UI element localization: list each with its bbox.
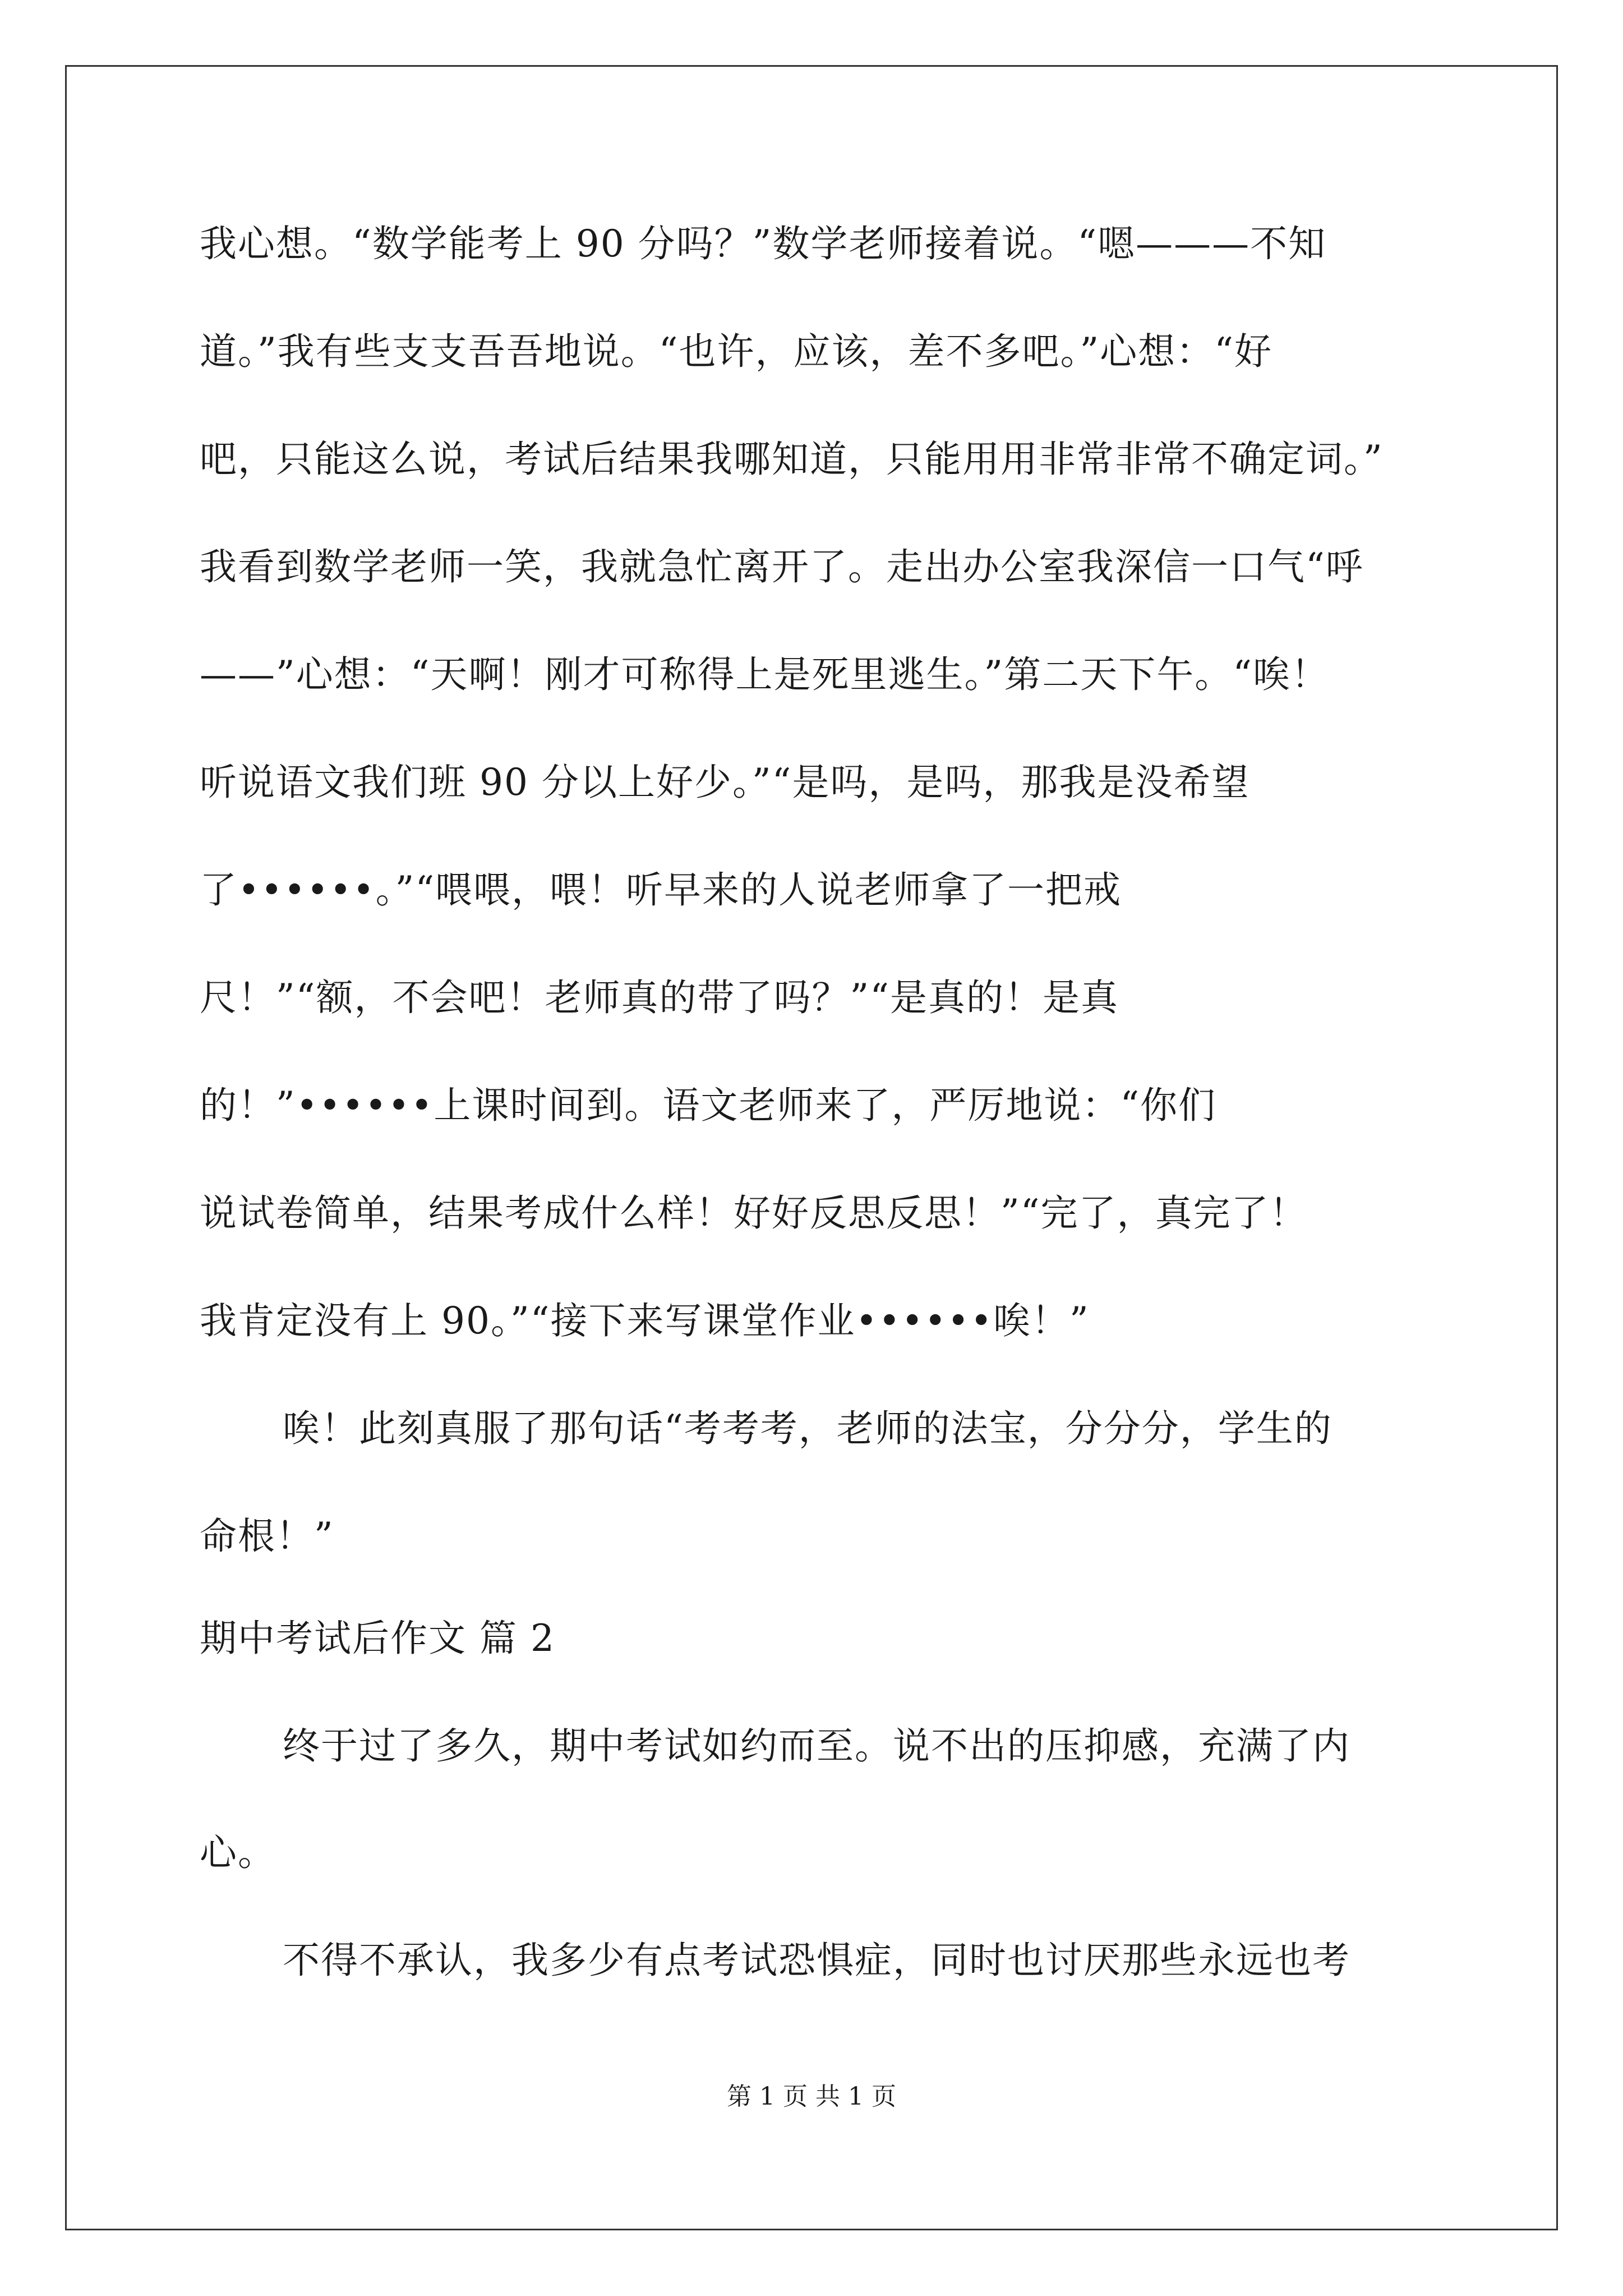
text-line: 尺！”“额，不会吧！老师真的带了吗？”“是真的！是真	[200, 976, 1119, 1019]
page-border	[65, 65, 1558, 2230]
text-line: 我看到数学老师一笑，我就急忙离开了。走出办公室我深信一口气“呼	[200, 545, 1364, 588]
text-line: 心。	[200, 1831, 276, 1874]
text-line: 道。”我有些支支吾吾地说。“也许，应该，差不多吧。”心想：“好	[200, 330, 1272, 373]
text-line: 说试卷简单，结果考成什么样！好好反思反思！”“完了，真完了！	[200, 1191, 1308, 1235]
text-line: 我肯定没有上 90。”“接下来写课堂作业••••••唉！”	[200, 1299, 1090, 1342]
text-line: 了••••••。”“喂喂，喂！听早来的人说老师拿了一把戒	[200, 868, 1122, 912]
paragraph-first-line: 不得不承认，我多少有点考试恐惧症，同时也讨厌那些永远也考	[283, 1939, 1350, 1982]
paragraph-first-line: 唉！此刻真服了那句话“考考考，老师的法宝，分分分，学生的	[283, 1407, 1332, 1450]
paragraph-first-line: 终于过了多久，期中考试如约而至。说不出的压抑感，充满了内	[283, 1724, 1350, 1768]
text-line: ——”心想：“天啊！刚才可称得上是死里逃生。”第二天下午。“唉！	[200, 653, 1329, 696]
text-line: 命根！”	[200, 1515, 334, 1558]
text-line: 的！”••••••上课时间到。语文老师来了，严厉地说：“你们	[200, 1084, 1217, 1127]
section-heading: 期中考试后作文 篇 2	[200, 1617, 555, 1660]
text-line: 吧，只能这么说，考试后结果我哪知道，只能用用非常非常不确定词。”	[200, 438, 1384, 481]
text-line: 我心想。“数学能考上 90 分吗？”数学老师接着说。“嗯———不知	[200, 222, 1327, 265]
text-line: 听说语文我们班 90 分以上好少。”“是吗，是吗，那我是没希望	[200, 761, 1250, 804]
page-number-footer: 第 1 页 共 1 页	[727, 2082, 896, 2111]
